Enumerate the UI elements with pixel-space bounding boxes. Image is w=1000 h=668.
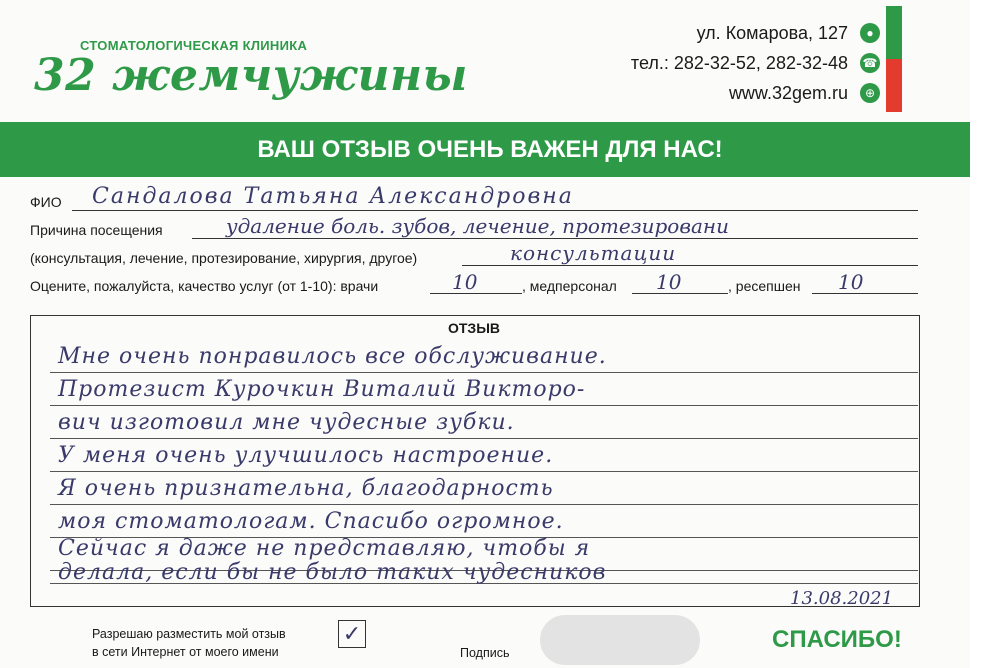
review-line: Сейчас я даже не представляю, чтобы я (58, 536, 591, 561)
signature-label: Подпись (460, 646, 510, 660)
globe-icon: ⊕ (860, 83, 880, 103)
permission-checkbox[interactable]: ✓ (338, 620, 366, 648)
permission-line-2: в сети Интернет от моего имени (92, 645, 279, 659)
review-rule (50, 504, 918, 505)
address-text: ул. Комарова, 127 (696, 23, 848, 43)
permission-text (92, 625, 286, 661)
clinic-subtitle: СТОМАТОЛОГИЧЕСКАЯ КЛИНИКА (80, 38, 308, 53)
rating-label: Оцените, пожалуйста, качество услуг (от 1-10): врачи (30, 278, 379, 294)
website-text: www.32gem.ru (728, 83, 848, 103)
review-rule (50, 372, 918, 373)
location-pin-icon: ● (860, 23, 880, 43)
clinic-logo-name: 32 жемчужины (34, 50, 468, 101)
reason-value: удаление боль. зубов, лечение, протезировани (226, 214, 729, 238)
reason-line-2 (462, 265, 918, 266)
scan-margin (970, 0, 1000, 668)
reason-value-2: консультации (510, 241, 677, 265)
reason-hint: (консультация, лечение, протезирование, хирургия, другое) (30, 250, 418, 266)
rating-reception-line (812, 293, 918, 294)
phone-icon: ☎ (860, 53, 880, 73)
fio-line (72, 210, 918, 211)
review-line: делала, если бы не было таких чудесников (58, 560, 607, 585)
review-line: Мне очень понравилось все обслуживание. (58, 344, 607, 369)
rating-reception-label: , ресепшен (728, 278, 801, 294)
review-line: вич изготовил мне чудесные зубки. (58, 410, 515, 435)
reason-line (192, 238, 918, 239)
fio-label: ФИО (30, 194, 62, 210)
review-rule (50, 405, 918, 406)
reason-label: Причина посещения (30, 222, 163, 238)
thanks-text: СПАСИБО! (772, 626, 902, 653)
phone-text: тел.: 282-32-52, 282-32-48 (630, 53, 848, 73)
review-date: 13.08.2021 (790, 588, 894, 609)
permission-line-1: Разрешаю разместить мой отзыв (92, 627, 286, 641)
review-line: Я очень признательна, благодарность (58, 476, 554, 501)
fio-value: Сандалова Татьяна Александровна (92, 184, 574, 209)
rating-doctors: 10 (452, 270, 478, 294)
review-rule (50, 471, 918, 472)
rating-reception: 10 (838, 270, 864, 294)
review-line: У меня очень улучшилось настроение. (58, 443, 554, 468)
review-line: Протезист Курочкин Виталий Викторо- (58, 377, 586, 402)
rating-staff: 10 (656, 270, 682, 294)
brand-color-bar (886, 6, 902, 112)
banner-title: ВАШ ОТЗЫВ ОЧЕНЬ ВАЖЕН ДЛЯ НАС! (257, 136, 723, 163)
review-rule (50, 438, 918, 439)
review-line: моя стоматологам. Спасибо огромное. (58, 509, 564, 534)
review-title: ОТЗЫВ (447, 320, 501, 336)
rating-staff-label: , медперсонал (522, 278, 617, 294)
signature-redacted (540, 615, 700, 665)
contacts-block (631, 18, 848, 108)
